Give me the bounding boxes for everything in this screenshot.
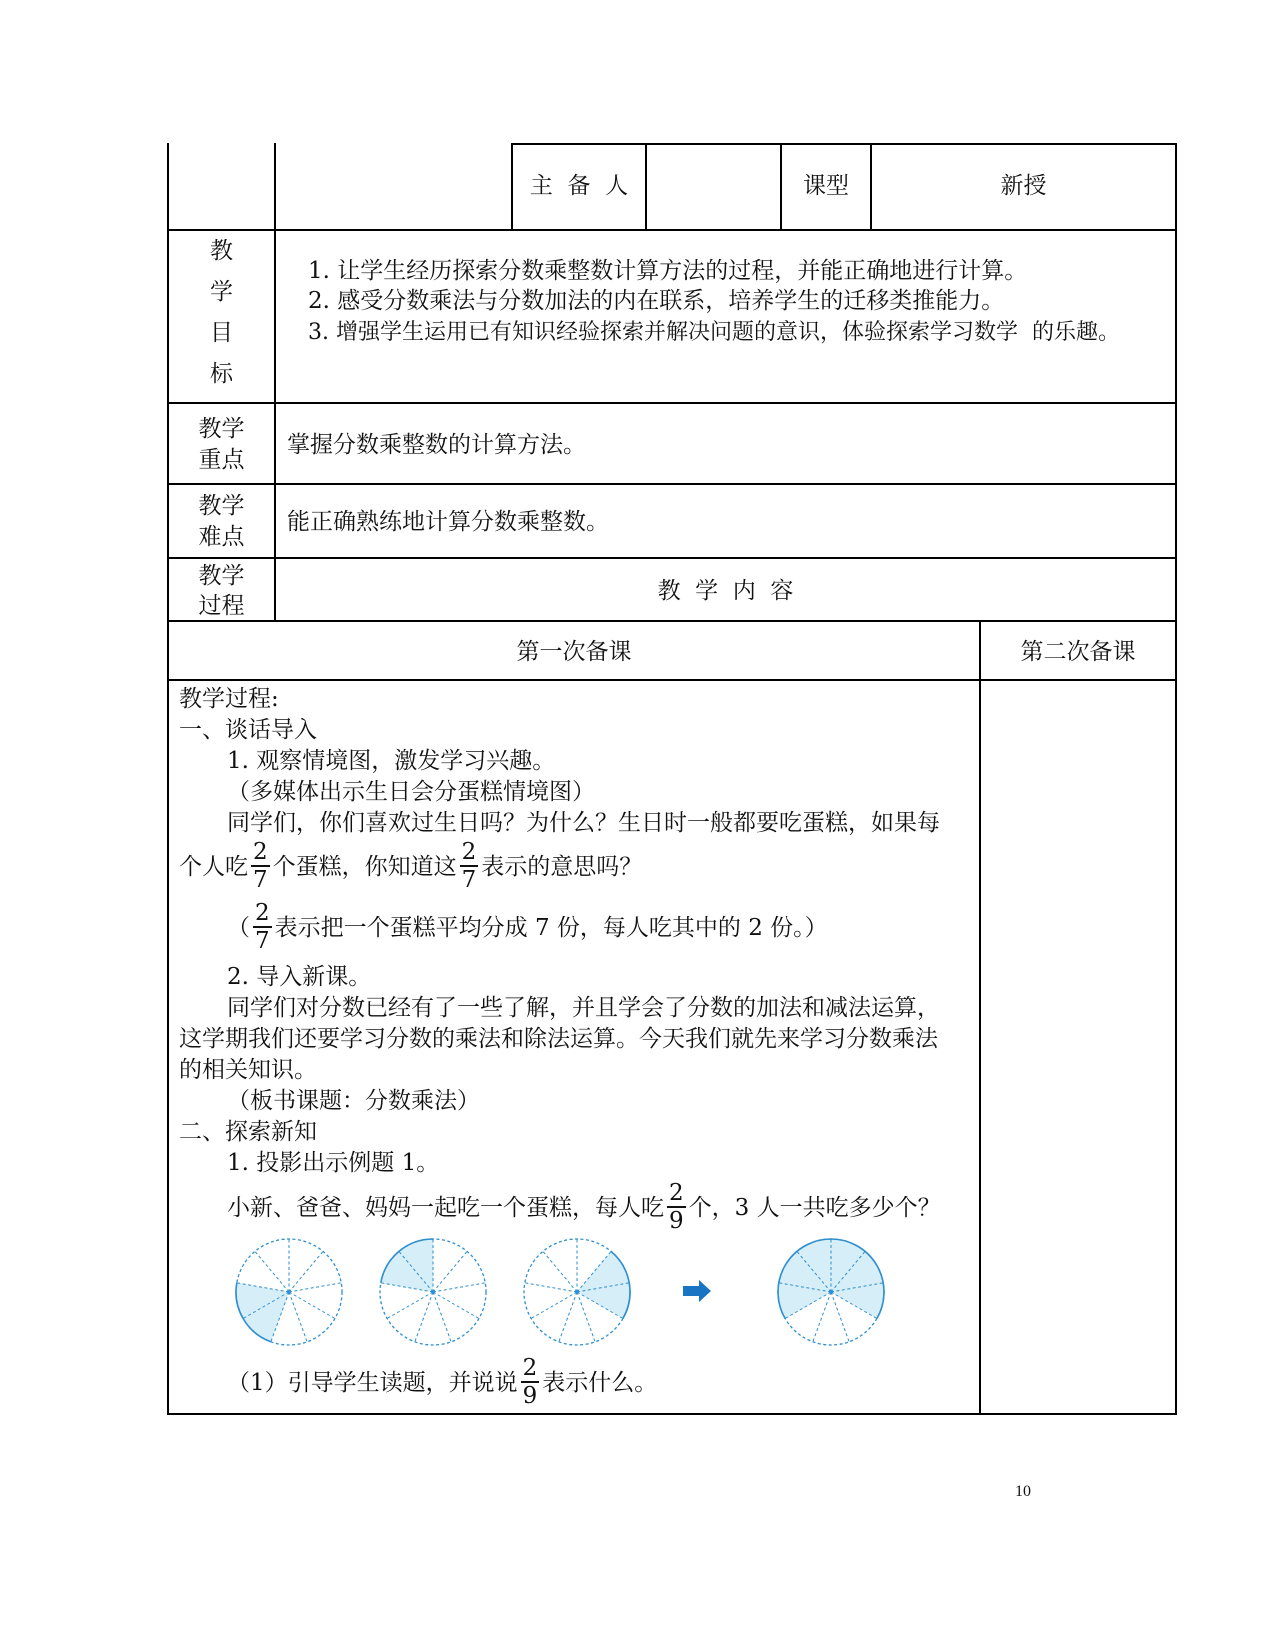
body-line-6-a: 个人吃: [179, 854, 248, 880]
row-line-3: [167, 483, 1177, 485]
body-line-5: 同学们，你们喜欢过生日吗？为什么？生日时一般都要吃蛋糕，如果每: [227, 810, 940, 836]
pie-center: [829, 1290, 833, 1294]
fraction-numerator: 2: [255, 900, 270, 926]
slice-divider: [289, 1283, 341, 1292]
fraction-numerator: 2: [253, 839, 268, 865]
body-line-7-a: （: [227, 915, 250, 941]
slice-divider: [415, 1292, 433, 1342]
header-cell-divider-2: [645, 143, 647, 230]
body-line-14: 1. 投影出示例题 1。: [227, 1150, 440, 1176]
difficulties-text: 能正确熟练地计算分数乘整数。: [287, 509, 609, 535]
body-line-section-2: 二、探索新知: [179, 1119, 317, 1145]
body-line-7: [227, 900, 828, 954]
body-line-10: 这学期我们还要学习分数的乘法和除法运算。今天我们就先来学习分数乘法: [179, 1026, 938, 1052]
process-label-1: 教学: [198, 563, 245, 589]
second-prep-header: 第二次备课: [1020, 639, 1136, 665]
table-bottom-border: [167, 1413, 1177, 1415]
pie-center: [575, 1290, 579, 1294]
fraction-numerator: 2: [461, 839, 477, 865]
row-line-1: [167, 229, 1177, 231]
slice-divider: [433, 1251, 467, 1292]
page-number: 10: [1015, 1483, 1031, 1500]
pie-total: [778, 1239, 884, 1345]
pie-person-1: [236, 1239, 342, 1345]
key-points-label-1: 教学: [198, 416, 245, 442]
lesson-type-label: 课型: [803, 173, 849, 199]
fraction-denominator: 7: [461, 867, 477, 893]
slice-divider: [543, 1251, 577, 1292]
slice-divider: [433, 1283, 485, 1292]
body-line-4: （多媒体出示生日会分蛋糕情境图）: [227, 779, 595, 805]
fraction-numerator: 2: [522, 1355, 538, 1381]
body-line-section-1: 一、谈话导入: [179, 717, 317, 743]
body-line-16-a: （1）引导学生读题，并说说: [227, 1370, 518, 1396]
slice-divider: [559, 1292, 577, 1342]
fraction-denominator: 7: [255, 928, 270, 954]
slice-divider: [289, 1251, 323, 1292]
objective-item-3: 3. 增强学生运用已有知识经验探索并解决问题的意识，体验探索学习数学 的乐趣。: [308, 320, 1120, 345]
difficulties-label-2: 难点: [198, 524, 245, 550]
body-line-6: [179, 839, 643, 893]
pie-center: [287, 1290, 291, 1294]
cake-fraction-figure: [225, 1230, 905, 1355]
pie-person-2: [380, 1239, 486, 1345]
table-right-border: [1175, 143, 1177, 1415]
lesson-type-value: 新授: [1000, 173, 1047, 199]
row-line-4: [167, 557, 1177, 559]
objectives-label-char-4: 标: [210, 361, 233, 387]
objective-item-2: 2. 感受分数乘法与分数加法的内在联系，培养学生的迁移类推能力。: [308, 288, 1005, 314]
slice-divider: [433, 1292, 451, 1342]
header-top-border: [511, 143, 1177, 145]
body-line-15-b: 个，3 人一共吃多少个？: [688, 1195, 941, 1221]
slice-divider: [387, 1292, 433, 1319]
right-arrow-icon: [683, 1280, 711, 1302]
fraction-2-7: [460, 841, 479, 891]
body-line-9: 同学们对分数已经有了一些了解，并且学会了分数的加法和减法运算，: [227, 995, 940, 1021]
fraction-numerator: 2: [669, 1180, 684, 1206]
fraction-denominator: 9: [669, 1208, 684, 1234]
slice-divider: [433, 1292, 479, 1319]
slice-divider: [531, 1292, 577, 1319]
row-line-6: [167, 679, 1177, 681]
label-column-divider: [274, 143, 276, 622]
slice-divider: [255, 1251, 289, 1292]
slice-divider: [289, 1292, 307, 1342]
fraction-2-9: [667, 1182, 686, 1232]
content-header: 教 学 内 容: [657, 578, 794, 604]
slice-divider: [525, 1283, 577, 1292]
process-label-2: 过程: [198, 593, 245, 619]
body-line-7-b: 表示把一个蛋糕平均分成 7 份，每人吃其中的 2 份。）: [274, 915, 828, 941]
body-line-6-b: 个蛋糕，你知道这: [272, 854, 457, 880]
slice-divider: [289, 1292, 335, 1319]
pie-center: [431, 1290, 435, 1294]
preparer-label: 主 备 人: [529, 173, 629, 199]
objectives-label-char-1: 教: [210, 238, 233, 264]
body-line-12: （板书课题：分数乘法）: [227, 1088, 480, 1114]
row-line-5: [167, 620, 1177, 622]
body-line-16-b: 表示什么。: [542, 1370, 658, 1396]
body-line-process-title: 教学过程:: [179, 686, 279, 712]
body-line-15-a: 小新、爸爸、妈妈一起吃一个蛋糕，每人吃: [227, 1195, 664, 1221]
body-line-6-c: 表示的意思吗？: [481, 854, 643, 880]
body-line-8: 2. 导入新课。: [227, 964, 372, 990]
key-points-label-2: 重点: [198, 447, 245, 473]
prep-column-divider: [979, 620, 981, 1415]
fraction-2-7: [253, 902, 272, 952]
fraction-denominator: 7: [253, 867, 268, 893]
difficulties-label-1: 教学: [198, 493, 245, 519]
body-line-3: 1. 观察情境图，激发学习兴趣。: [227, 748, 556, 774]
key-points-text: 掌握分数乘整数的计算方法。: [287, 432, 586, 458]
objective-item-1: 1. 让学生经历探索分数乘整数计算方法的过程，并能正确地进行计算。: [308, 258, 1028, 284]
body-line-15: [227, 1180, 941, 1234]
fraction-2-9: [521, 1357, 540, 1407]
pie-person-3: [524, 1239, 630, 1345]
objectives-label-char-3: 目: [210, 320, 233, 346]
body-line-11: 的相关知识。: [179, 1057, 317, 1083]
row-line-2: [167, 402, 1177, 404]
fraction-2-7: [251, 841, 270, 891]
fraction-denominator: 9: [522, 1383, 538, 1409]
objectives-label-char-2: 学: [210, 279, 233, 305]
body-line-16: [227, 1355, 658, 1409]
first-prep-header: 第一次备课: [516, 639, 632, 665]
